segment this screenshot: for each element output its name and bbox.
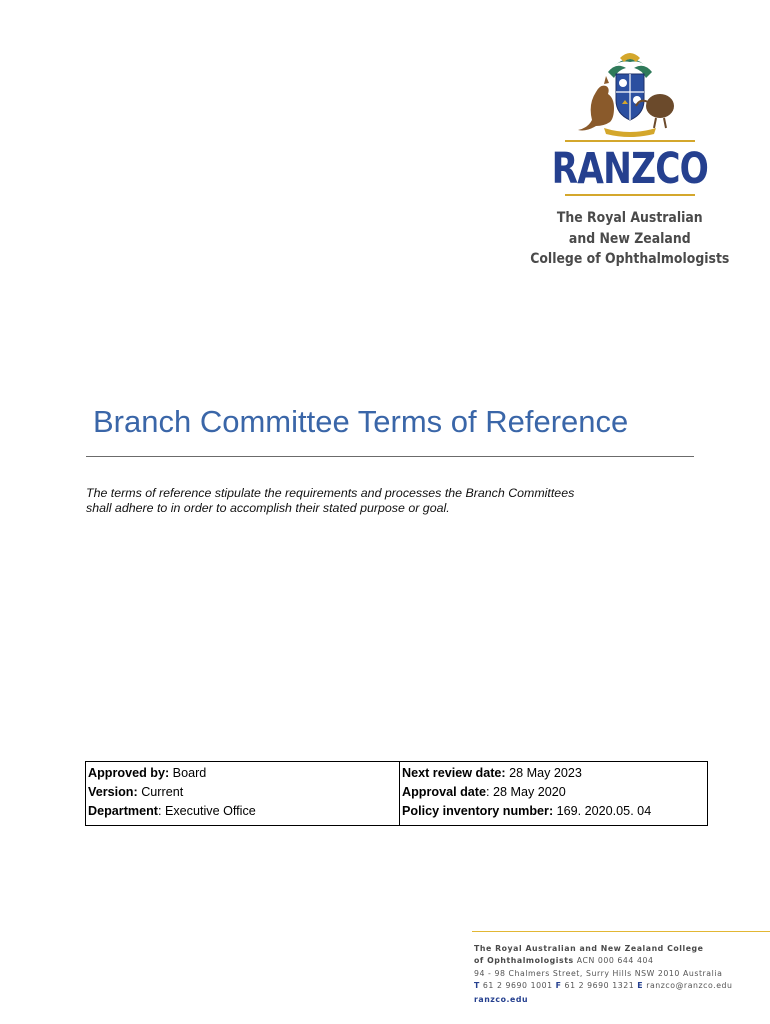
approval-date xyxy=(402,783,704,802)
footer-org-line: of Ophthalmologists xyxy=(474,956,574,966)
college-name-line: The Royal Australian xyxy=(557,210,703,226)
approved-by-label: Approved by: xyxy=(88,766,170,780)
title-divider xyxy=(86,456,694,457)
fax-label: F xyxy=(555,980,562,990)
intro-paragraph xyxy=(86,486,666,516)
department-label: Department xyxy=(88,804,158,818)
approved-by-value: Board xyxy=(169,766,207,780)
logo-rule-bottom xyxy=(565,194,695,196)
college-name xyxy=(530,208,729,270)
version-value: Current xyxy=(137,785,184,799)
footer-website: ranzco.edu xyxy=(474,995,529,1005)
email-address: ranzco@ranzco.edu xyxy=(643,980,733,990)
next-review-date-value: 28 May 2023 xyxy=(505,766,582,780)
version xyxy=(88,783,396,802)
footer-address: 94 - 98 Chalmers Street, Surry Hills NSW 2010 Australia xyxy=(474,968,723,978)
next-review-date-label: Next review date: xyxy=(402,766,506,780)
next-review-date xyxy=(402,764,704,783)
ranzco-wordmark: RANZCO xyxy=(551,144,709,194)
footer-rule xyxy=(472,931,770,932)
email-label: E xyxy=(637,980,644,990)
fax-number: 61 2 9690 1321 xyxy=(561,980,638,990)
coat-of-arms-icon xyxy=(570,48,690,138)
approval-date-value: : 28 May 2020 xyxy=(485,785,566,799)
department xyxy=(88,802,396,821)
metadata-right-cell xyxy=(400,762,708,826)
footer-contacts-line xyxy=(474,980,764,992)
intro-line: shall adhere to in order to accomplish their stated purpose or goal. xyxy=(86,501,450,515)
policy-inventory-number xyxy=(402,802,704,821)
approval-date-label: Approval date xyxy=(402,785,486,799)
college-logo xyxy=(530,48,730,270)
version-label: Version: xyxy=(88,785,138,799)
policy-inventory-number-label: Policy inventory number: xyxy=(402,804,554,818)
policy-metadata-table xyxy=(85,761,708,826)
policy-inventory-number-value: 169. 2020.05. 04 xyxy=(553,804,652,818)
college-name-line: College of Ophthalmologists xyxy=(530,251,730,267)
footer-org-line: The Royal Australian and New Zealand College xyxy=(474,944,704,953)
approved-by xyxy=(88,764,396,783)
footer-acn: ACN 000 644 404 xyxy=(573,956,654,966)
intro-line: The terms of reference stipulate the requirements and processes the Branch Committees xyxy=(86,486,575,500)
metadata-left-cell xyxy=(86,762,400,826)
phone-number: 61 2 9690 1001 xyxy=(479,980,556,990)
footer-contact xyxy=(474,943,764,1006)
college-name-line: and New Zealand xyxy=(569,230,691,247)
logo-rule-top xyxy=(565,140,695,142)
department-value: : Executive Office xyxy=(157,804,256,818)
footer-org-acn-line xyxy=(474,955,764,967)
phone-label: T xyxy=(474,980,480,990)
document-title: Branch Committee Terms of Reference xyxy=(93,404,629,439)
